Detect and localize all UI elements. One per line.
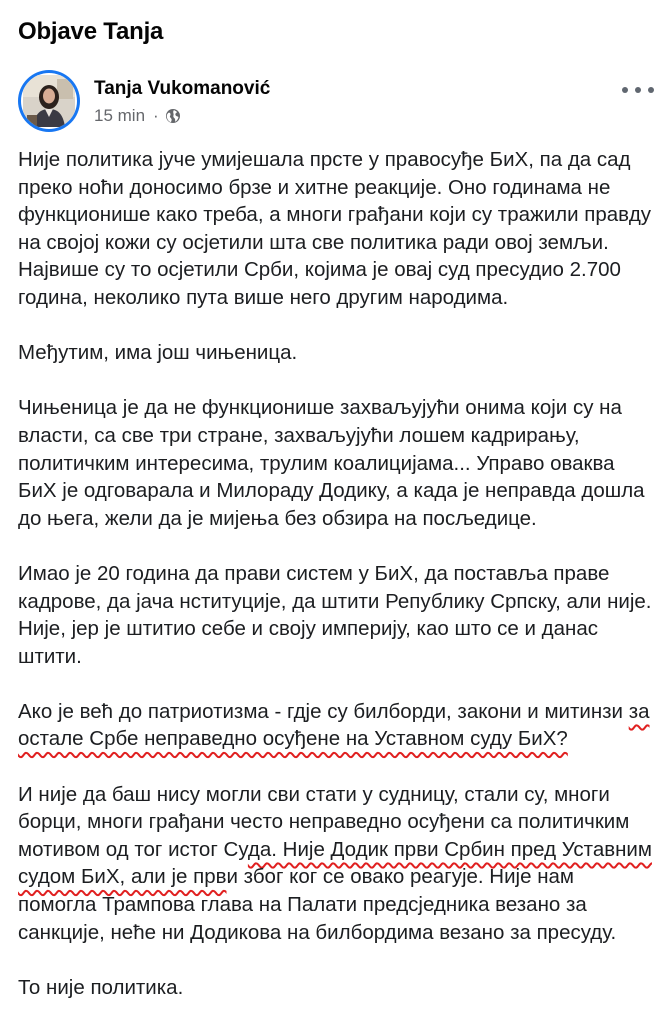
underlined-text: за остале Србе неправедно осуђене на Уставном суду БиХ? — [18, 699, 650, 751]
post-paragraph-4: Имао је 20 година да прави систем у БиХ, да поставља праве кадрове, да јача нституције, да штити Републику Српску, али није. Није, јер је штитио себе и своју империју, као што се и данас штити. — [18, 561, 652, 668]
underlined-text: да. Није Додик први Србин пред Уставним судом БиХ, али је прв — [18, 837, 652, 889]
post-paragraph-1: Није политика јуче умијешала прсте у правосуђе БиХ, па да сад преко ноћи доносимо брзе и хитне реакције. Оно годинама не функционише како треба, а многи грађани који су тражили правду на својој кожи су осјетили шта све политика ради овој земљи. Највише су то осјетили Срби, којима је овај суд пресудио 2.700 година, неколико пута више него другим народима. — [18, 148, 652, 309]
more-dot-icon — [635, 87, 641, 93]
post-paragraph-7: То није политика. — [18, 975, 184, 999]
post-paragraph-6 — [18, 781, 658, 947]
meta-separator: · — [153, 106, 159, 125]
more-dot-icon — [622, 87, 628, 93]
avatar-portrait-icon — [23, 75, 75, 127]
avatar[interactable] — [18, 70, 80, 132]
post-paragraph-5 — [18, 698, 658, 753]
paragraph-6-tail: и због ког се овако реагује. Није нам помогла Трампова глава на Палати предсједника везано за санкције, неће ни Додикова на билбордима везано за пресуду. — [18, 865, 617, 944]
author-name[interactable]: Tanja Vukomanović — [94, 78, 271, 99]
post-meta — [94, 106, 181, 126]
more-options-button[interactable] — [622, 82, 654, 98]
post-text — [18, 146, 658, 1024]
avatar-photo — [21, 73, 77, 129]
globe-icon[interactable] — [165, 108, 181, 124]
post-paragraph-3: Чињеница је да не функционише захваљујући онима који су на власти, са све три стране, захваљујући лошем кадрирању, политичким интересима, трулим коалицијама... Управо оваква БиХ је одговарала и Милораду Додику, а када је неправда дошла до њега, жели да је мијења без обзира на посљедице. — [18, 396, 645, 530]
paragraph-6-text: И није да баш нису могли сви стати у судницу, стали су, многи борци, многи грађани често неправедно осуђени са политичким мотивом од тог истог Су — [18, 782, 630, 861]
page-title: Objave Tanja — [18, 18, 164, 45]
paragraph-5-text: Ако је већ до патриотизма - гдје су билборди, закони и митинзи — [18, 699, 629, 723]
post-time[interactable]: 15 min — [94, 106, 146, 125]
post-paragraph-2: Међутим, има још чињеница. — [18, 341, 298, 365]
post-header — [18, 70, 654, 134]
more-dot-icon — [648, 87, 654, 93]
